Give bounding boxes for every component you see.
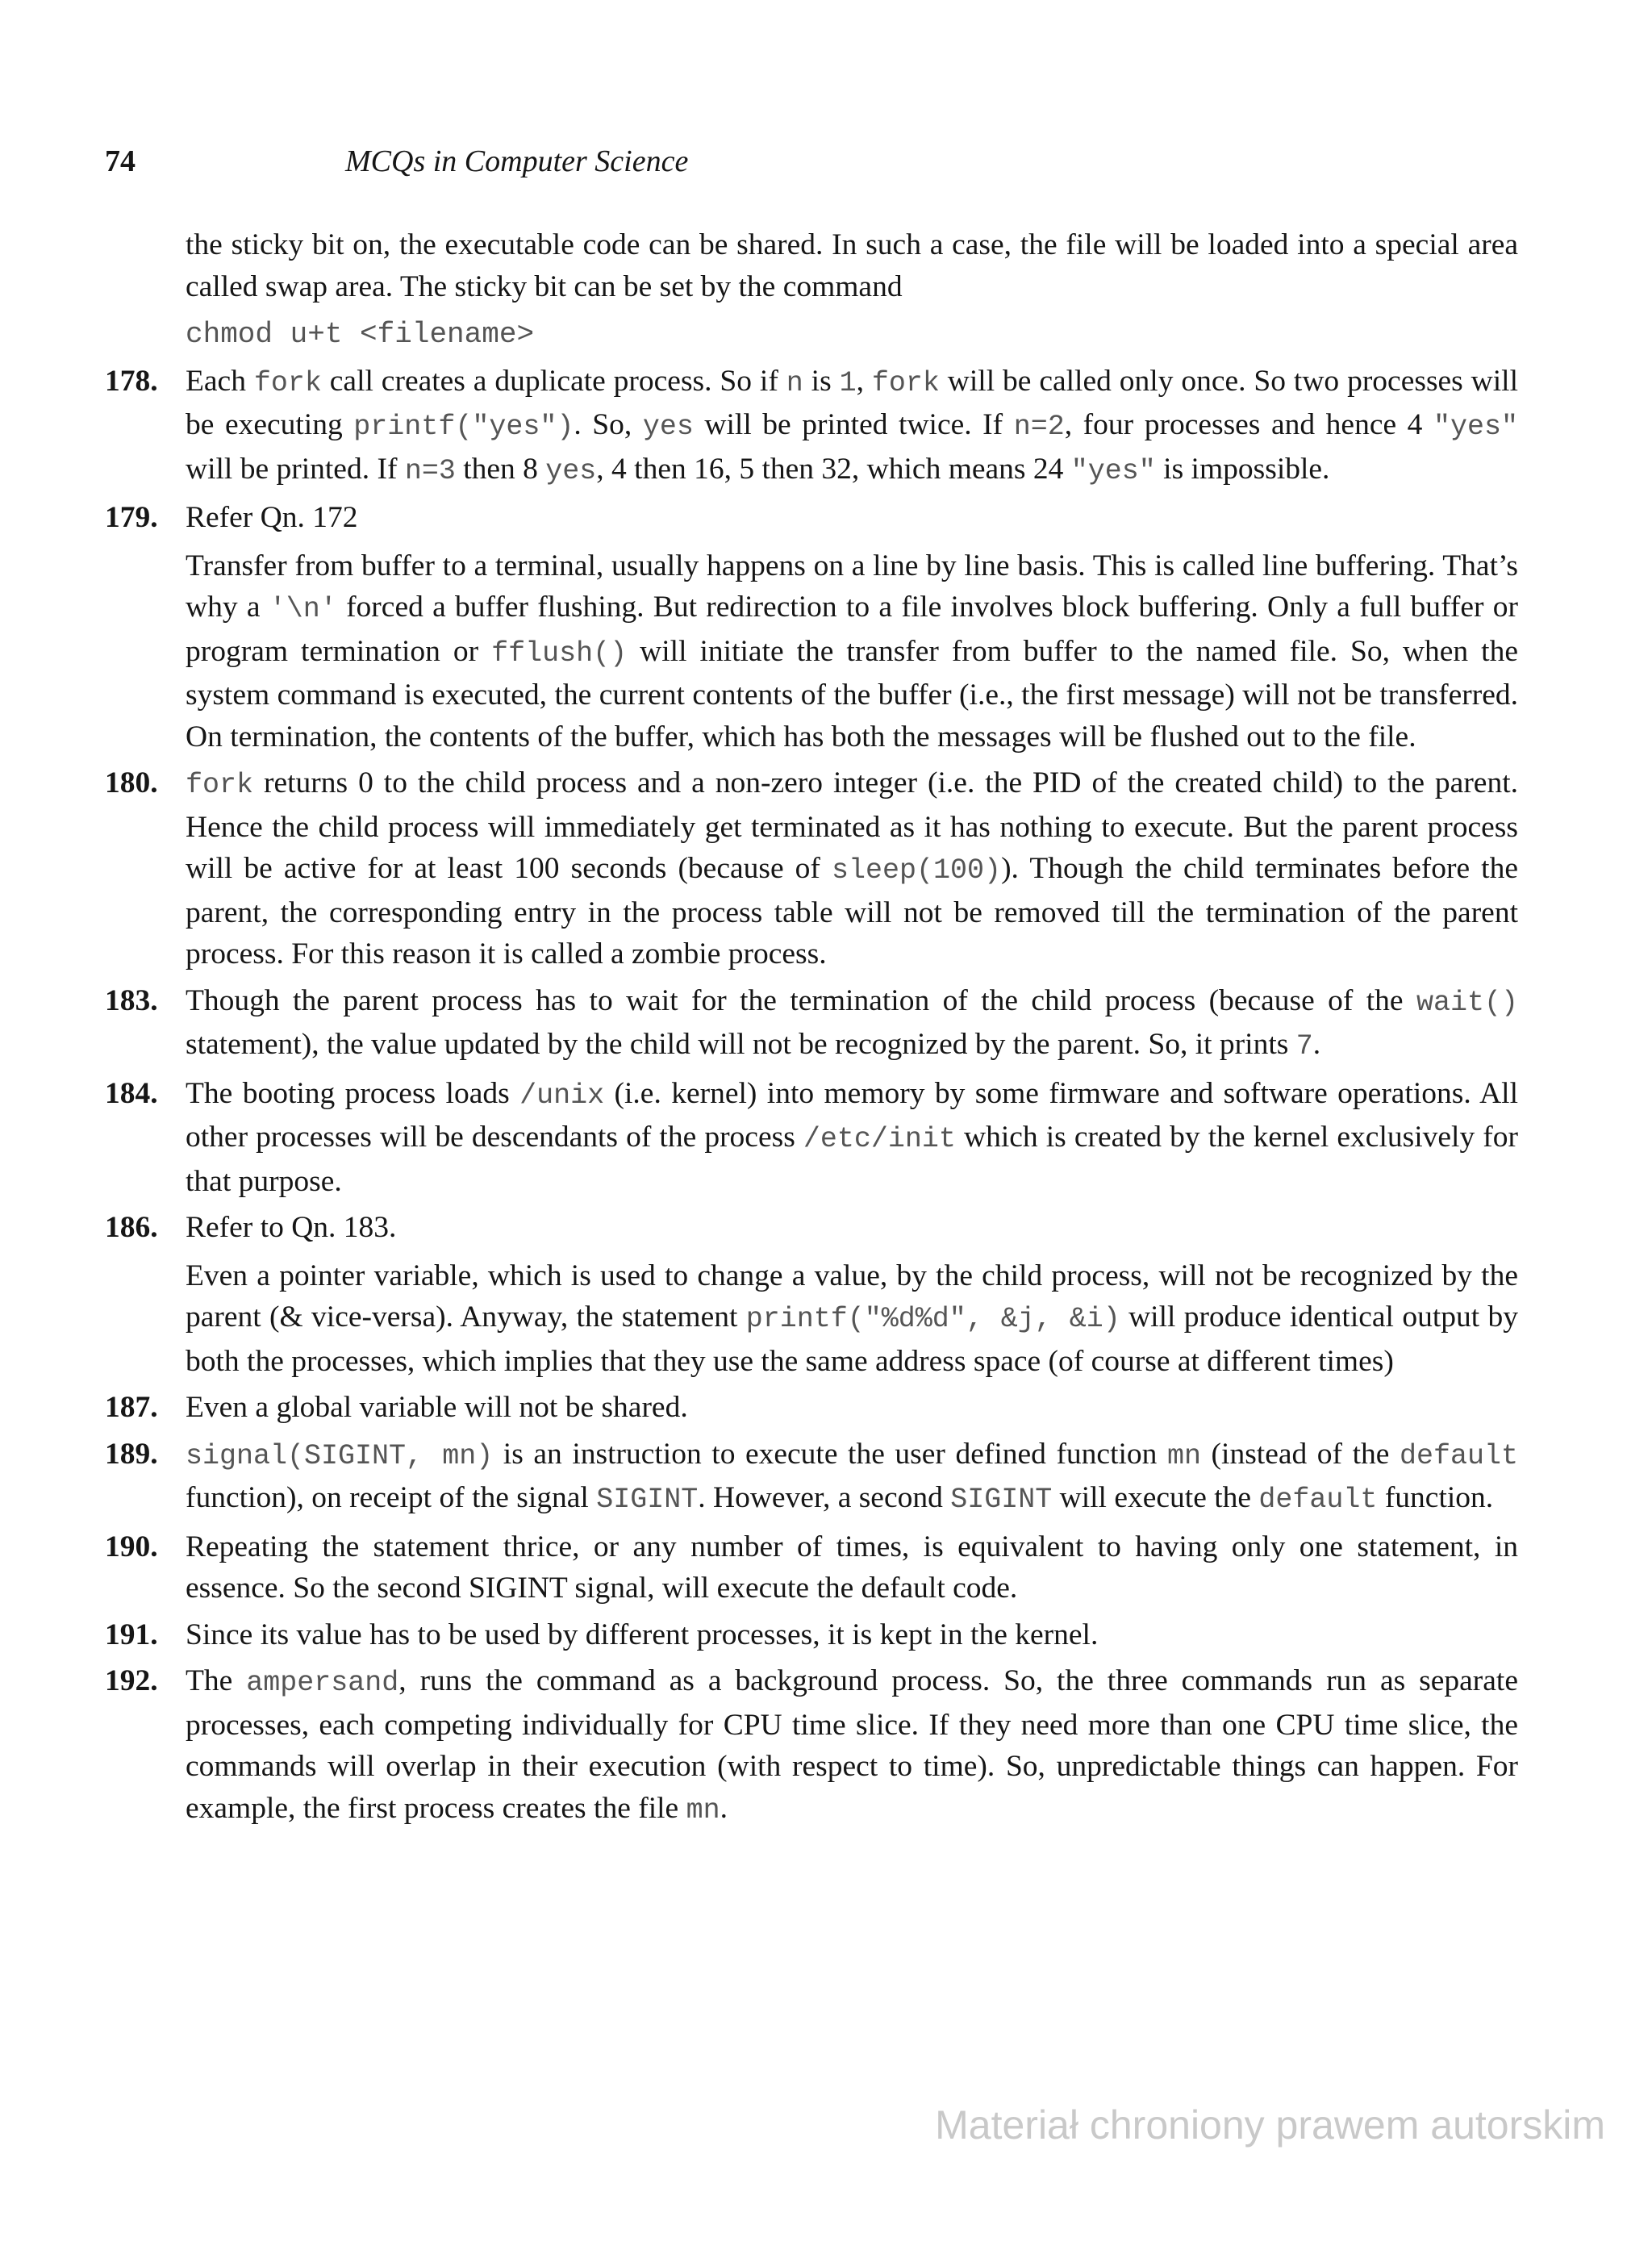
text-run: Repeating the statement thrice, or any number of times, is equivalent to having only one statement, in essence. So the second SIGINT signal, will execute the default code. xyxy=(186,1530,1518,1605)
code-fragment: sleep(100) xyxy=(832,854,1002,887)
entry-191 xyxy=(105,1614,1518,1656)
running-title: MCQs in Computer Science xyxy=(345,144,689,178)
answer-explanations xyxy=(0,224,1652,1831)
text-run: , 4 then 16, 5 then 32, which means 24 xyxy=(596,452,1071,486)
entry-178 xyxy=(105,361,1519,493)
text-run: will initiate the transfer from buffer to the named file. So, when the system command is executed, the current contents of the buffer (i.e., the first message) will not be transferred. On termination, the contents of the buffer, which has both the messages will be flushed out to the file. xyxy=(186,634,1518,753)
text-run: (i.e. kernel) into memory by some firmware and software operations. All other processes will be descendants of the process xyxy=(186,1076,1518,1154)
code-fragment: /etc/init xyxy=(803,1123,956,1155)
code-fragment: fork xyxy=(871,366,940,399)
entry-paragraph xyxy=(186,1526,1518,1609)
code-fragment: wait() xyxy=(1416,986,1518,1019)
text-run: will be called only once. So two processes will be executing xyxy=(186,364,1519,441)
text-run: is impossible. xyxy=(1155,452,1330,486)
entry-number: 192. xyxy=(105,1664,158,1697)
entry-number: 189. xyxy=(105,1437,158,1471)
text-run: will produce identical output by both the processes, which implies that they use the same address space (of course at different times) xyxy=(186,1300,1518,1378)
code-fragment: printf("yes") xyxy=(353,411,574,443)
text-run: Transfer from buffer to a terminal, usually happens on a line by line basis. This is called line buffering. That’s why a xyxy=(186,549,1518,624)
text-run: . xyxy=(720,1791,728,1825)
code-fragment: n xyxy=(786,366,803,399)
entry-189 xyxy=(105,1434,1518,1522)
code-fragment: fork xyxy=(253,366,322,399)
text-run: will execute the xyxy=(1052,1481,1259,1514)
text-run: statement), the value updated by the child will not be recognized by the parent. So, it prints xyxy=(186,1028,1296,1061)
text-run: (instead of the xyxy=(1200,1437,1400,1471)
code-fragment: 7 xyxy=(1295,1030,1313,1062)
entry-number: 191. xyxy=(105,1618,158,1651)
code-fragment: /unix xyxy=(519,1079,605,1112)
entry-179 xyxy=(105,497,1518,758)
text-run: Since its value has to be used by different processes, it is kept in the kernel. xyxy=(186,1618,1099,1651)
entry-paragraph xyxy=(186,762,1518,975)
text-run: Even a global variable will not be shared. xyxy=(186,1391,688,1424)
page-number: 74 xyxy=(105,144,136,178)
text-run: Refer Qn. 172 xyxy=(186,501,358,534)
text-run: then 8 xyxy=(455,452,546,486)
text-run: The xyxy=(186,1664,247,1697)
code-fragment: signal(SIGINT, mn) xyxy=(186,1439,494,1472)
code-fragment: yes xyxy=(545,454,597,487)
code-fragment: printf("%d%d", &j, &i) xyxy=(745,1303,1120,1335)
entry-186 xyxy=(105,1207,1518,1382)
entry-paragraph xyxy=(186,497,1518,539)
text-run: which is created by the kernel exclusively for that purpose. xyxy=(186,1121,1518,1198)
entry-paragraph xyxy=(186,1255,1518,1383)
text-run: Refer to Qn. 183. xyxy=(186,1211,397,1244)
entry-number: 180. xyxy=(105,766,158,799)
text-run: function), on receipt of the signal xyxy=(186,1481,597,1514)
entries-list xyxy=(0,361,1652,1832)
entry-number: 183. xyxy=(105,983,158,1017)
entry-number: 179. xyxy=(105,501,158,534)
code-fragment: fork xyxy=(186,769,254,801)
text-run: The booting process loads xyxy=(186,1076,520,1110)
code-fragment: mn xyxy=(686,1793,720,1826)
code-fragment: "yes" xyxy=(1070,454,1156,487)
entry-paragraph xyxy=(186,1434,1518,1522)
entry-number: 187. xyxy=(105,1391,158,1424)
entry-192 xyxy=(105,1660,1518,1831)
entry-paragraph xyxy=(186,1660,1518,1831)
entry-paragraph xyxy=(186,545,1518,758)
page-header xyxy=(105,144,1525,192)
text-run: , xyxy=(856,364,872,398)
code-fragment: n=2 xyxy=(1013,411,1065,443)
text-run: is an instruction to execute the user defined function xyxy=(493,1437,1167,1471)
text-run: Each xyxy=(186,364,254,398)
code-fragment: default xyxy=(1399,1439,1518,1472)
entry-number: 178. xyxy=(105,364,158,398)
code-fragment: ampersand xyxy=(246,1667,399,1699)
chmod-command: chmod u+t <filename> xyxy=(186,318,535,351)
code-fragment: "yes" xyxy=(1433,411,1519,443)
text-run: . However, a second xyxy=(698,1481,951,1514)
code-fragment: 1 xyxy=(839,366,857,399)
text-run: . So, xyxy=(574,408,643,441)
entry-number: 184. xyxy=(105,1076,158,1110)
text-run: function. xyxy=(1377,1481,1494,1514)
text-run: Even a pointer variable, which is used to change a value, by the child process, will not be recognized by the parent (& vice-versa). Anyway, the statement xyxy=(186,1259,1518,1334)
text-run: forced a buffer flushing. But redirection to a file involves block buffering. Only a full buffer or program termination or xyxy=(186,591,1518,668)
text-run: , runs the command as a background process. So, the three commands run as separate processes, each competing individually for CPU time slice. If they need more than one CPU time slice, the commands will overlap in their execution (with respect to time). So, unpredictable things can happen. For example, the first process creates the file xyxy=(186,1664,1518,1825)
entry-paragraph xyxy=(186,1614,1518,1656)
code-fragment: mn xyxy=(1166,1439,1201,1472)
entry-paragraph xyxy=(186,1207,1518,1249)
text-run: , four processes and hence 4 xyxy=(1064,408,1433,441)
text-run: will be printed twice. If xyxy=(693,408,1014,441)
text-run: Though the parent process has to wait for the termination of the child process (because of the xyxy=(186,983,1416,1017)
text-run: returns 0 to the child process and a non-zero integer (i.e. the PID of the created child) to the parent. Hence the child process will immediately get terminated as it has nothing to execute. But the parent process will be active for at least 100 seconds (because of xyxy=(186,766,1518,885)
entry-paragraph xyxy=(186,1387,1518,1429)
code-fragment: fflush() xyxy=(491,637,628,670)
entry-paragraph xyxy=(186,1073,1518,1203)
entry-183 xyxy=(105,980,1518,1068)
copyright-watermark: Materiał chroniony prawem autorskim xyxy=(935,2102,1605,2148)
code-fragment: n=3 xyxy=(404,454,456,487)
text-run: ). Though the child terminates before the parent, the corresponding entry in the process table will not be removed till the termination of the parent process. For this reason it is called a zombie process. xyxy=(186,852,1518,971)
text-run: will be printed. If xyxy=(186,452,405,486)
text-run: call creates a duplicate process. So if xyxy=(321,364,786,398)
entry-187 xyxy=(105,1387,1518,1429)
entry-180 xyxy=(105,762,1518,975)
code-fragment: '\n' xyxy=(269,593,337,625)
entry-number: 190. xyxy=(105,1530,158,1563)
code-fragment: yes xyxy=(642,411,694,443)
entry-190 xyxy=(105,1526,1518,1609)
entry-184 xyxy=(105,1073,1518,1203)
entry-number: 186. xyxy=(105,1211,158,1244)
text-run: is xyxy=(803,364,840,398)
entry-paragraph xyxy=(186,361,1518,493)
text-run: . xyxy=(1312,1028,1321,1061)
code-fragment: SIGINT xyxy=(596,1484,699,1516)
entry-paragraph xyxy=(186,980,1518,1068)
intro-paragraph: the sticky bit on, the executable code can be shared. In such a case, the file will be loaded into a special area called swap area. The sticky bit can be set by the command xyxy=(186,228,1518,303)
code-fragment: default xyxy=(1258,1484,1378,1516)
code-fragment: SIGINT xyxy=(950,1484,1053,1516)
